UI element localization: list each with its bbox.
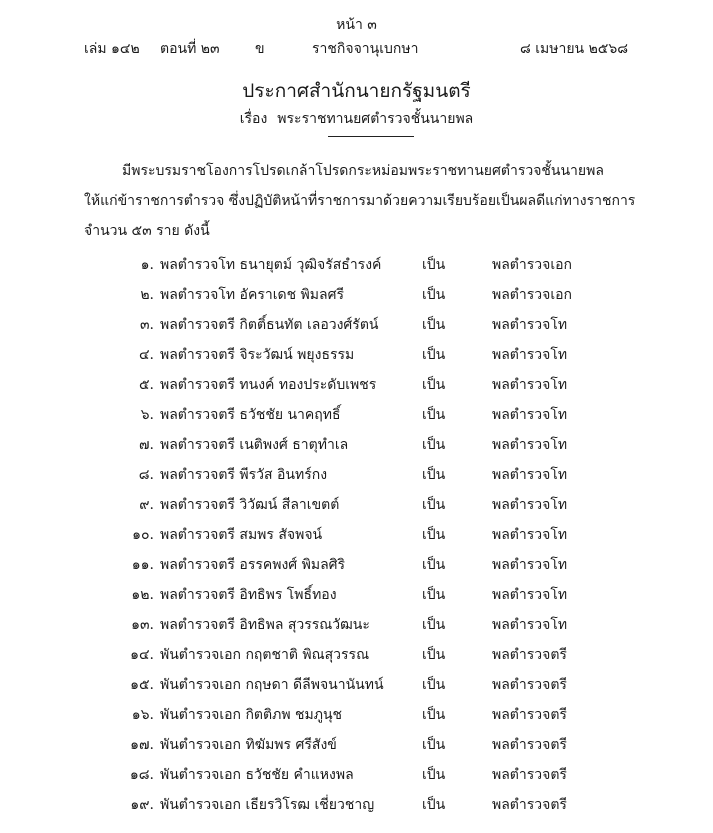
item-number: ๑๕. — [130, 677, 154, 693]
new-rank: พลตำรวจตรี — [492, 737, 567, 753]
promotion-verb: เป็น — [422, 257, 446, 273]
promotion-verb: เป็น — [422, 767, 446, 783]
officer-name: พลตำรวจโท ธนายุตม์ วุฒิจรัสธำรงค์ — [160, 257, 382, 273]
new-rank: พลตำรวจโท — [492, 377, 568, 393]
list-item — [0, 674, 713, 704]
item-number: ๓. — [139, 317, 154, 333]
item-number: ๔. — [138, 347, 154, 363]
new-rank: พลตำรวจตรี — [492, 707, 567, 723]
list-item — [0, 704, 713, 734]
promotion-verb: เป็น — [422, 527, 446, 543]
item-number: ๘. — [138, 467, 154, 483]
list-item — [0, 464, 713, 494]
book-number: เล่ม ๑๔๒ — [84, 41, 140, 57]
promotion-verb: เป็น — [422, 557, 446, 573]
promotion-list — [0, 254, 713, 824]
item-number: ๙. — [139, 497, 154, 513]
item-number: ๕. — [138, 377, 154, 393]
promotion-verb: เป็น — [422, 797, 446, 813]
list-item — [0, 554, 713, 584]
gazette-header — [0, 38, 713, 60]
publication-date: ๘ เมษายน ๒๕๖๘ — [520, 41, 629, 57]
body-line-2: ให้แก่ข้าราชการตำรวจ ซึ่งปฏิบัติหน้าที่ราชการมาด้วยความเรียบร้อยเป็นผลดีแก่ทางราชการ — [84, 193, 636, 209]
list-item — [0, 434, 713, 464]
officer-name: พลตำรวจตรี อรรคพงศ์ พิมลศิริ — [160, 557, 346, 573]
list-item — [0, 284, 713, 314]
item-number: ๑๔. — [130, 647, 154, 663]
new-rank: พลตำรวจตรี — [492, 767, 567, 783]
item-number: ๑๑. — [131, 557, 154, 573]
officer-name: พันตำรวจเอก ทิฆัมพร ศรีสังข์ — [160, 737, 337, 753]
list-item — [0, 614, 713, 644]
new-rank: พลตำรวจโท — [492, 617, 568, 633]
page-number: หน้า ๓ — [336, 17, 377, 33]
promotion-verb: เป็น — [422, 287, 446, 303]
promotion-verb: เป็น — [422, 677, 446, 693]
officer-name: พันตำรวจเอก ธวัชชัย คำแหงพล — [160, 767, 354, 783]
item-number: ๑๘. — [129, 767, 154, 783]
promotion-verb: เป็น — [422, 347, 446, 363]
officer-name: พลตำรวจตรี ทนงค์ ทองประดับเพชร — [160, 377, 377, 393]
promotion-verb: เป็น — [422, 317, 446, 333]
list-item — [0, 494, 713, 524]
promotion-verb: เป็น — [422, 467, 446, 483]
body-line-3: จำนวน ๕๓ ราย ดังนี้ — [84, 223, 210, 239]
promotion-verb: เป็น — [422, 647, 446, 663]
promotion-verb: เป็น — [422, 587, 446, 603]
new-rank: พลตำรวจโท — [492, 467, 568, 483]
body-line-1: มีพระบรมราชโองการโปรดเกล้าโปรดกระหม่อมพระราชทานยศตำรวจชั้นนายพล — [122, 163, 604, 179]
officer-name: พลตำรวจตรี เนติพงศ์ ธาตุทำเล — [160, 437, 349, 453]
officer-name: พลตำรวจตรี กิตติ์ธนทัต เลอวงศ์รัตน์ — [160, 317, 379, 333]
list-item — [0, 524, 713, 554]
item-number: ๑๖. — [131, 707, 154, 723]
list-item — [0, 404, 713, 434]
item-number: ๑๒. — [131, 587, 154, 603]
list-item — [0, 644, 713, 674]
officer-name: พลตำรวจตรี อิทธิพร โพธิ์ทอง — [160, 587, 337, 603]
item-number: ๑๓. — [131, 617, 154, 633]
subject-label: เรื่อง — [239, 111, 268, 127]
officer-name: พลตำรวจตรี วิวัฒน์ สีลาเขตต์ — [160, 497, 340, 513]
promotion-verb: เป็น — [422, 497, 446, 513]
announcement-title: ประกาศสำนักนายกรัฐมนตรี — [242, 80, 471, 102]
new-rank: พลตำรวจตรี — [492, 647, 567, 663]
list-item — [0, 584, 713, 614]
new-rank: พลตำรวจโท — [492, 497, 568, 513]
new-rank: พลตำรวจโท — [492, 437, 568, 453]
officer-name: พลตำรวจตรี ธวัชชัย นาคฤทธิ์ — [160, 407, 341, 423]
promotion-verb: เป็น — [422, 407, 446, 423]
officer-name: พลตำรวจตรี อิทธิพล สุวรรณวัฒนะ — [160, 617, 370, 633]
promotion-verb: เป็น — [422, 377, 446, 393]
officer-name: พลตำรวจตรี พีรวัส อินทร์กง — [160, 467, 328, 483]
new-rank: พลตำรวจโท — [492, 347, 568, 363]
item-number: ๑๗. — [130, 737, 154, 753]
item-number: ๑๙. — [130, 797, 154, 813]
officer-name: พลตำรวจตรี จิระวัฒน์ พยุงธรรม — [160, 347, 355, 363]
new-rank: พลตำรวจตรี — [492, 677, 567, 693]
new-rank: พลตำรวจโท — [492, 407, 568, 423]
list-item — [0, 374, 713, 404]
officer-name: พันตำรวจเอก กฤษดา ดีลีพจนานันทน์ — [160, 677, 384, 693]
item-number: ๒. — [140, 287, 154, 303]
announcement-subject — [0, 108, 713, 130]
list-item — [0, 314, 713, 344]
list-item — [0, 344, 713, 374]
new-rank: พลตำรวจเอก — [492, 287, 573, 303]
item-number: ๑. — [140, 257, 154, 273]
title-divider — [328, 136, 414, 137]
item-number: ๑๐. — [132, 527, 154, 543]
new-rank: พลตำรวจเอก — [492, 257, 573, 273]
new-rank: พลตำรวจโท — [492, 587, 568, 603]
promotion-verb: เป็น — [422, 437, 446, 453]
officer-name: พันตำรวจเอก กฤตชาติ พิณสุวรรณ — [160, 647, 370, 663]
list-item — [0, 794, 713, 824]
item-number: ๗. — [139, 437, 154, 453]
item-number: ๖. — [140, 407, 154, 423]
officer-name: พันตำรวจเอก เธียรวิโรฒ เชี่ยวชาญ — [160, 797, 375, 813]
officer-name: พลตำรวจโท อัคราเดช พิมลศรี — [160, 287, 344, 303]
list-item — [0, 254, 713, 284]
new-rank: พลตำรวจโท — [492, 557, 568, 573]
officer-name: พลตำรวจตรี สมพร สัจพจน์ — [160, 527, 323, 543]
new-rank: พลตำรวจโท — [492, 527, 568, 543]
part-letter: ข — [255, 41, 265, 57]
gazette-name: ราชกิจจานุเบกษา — [312, 41, 419, 57]
subject-text: พระราชทานยศตำรวจชั้นนายพล — [277, 111, 474, 127]
new-rank: พลตำรวจตรี — [492, 797, 567, 813]
list-item — [0, 764, 713, 794]
new-rank: พลตำรวจโท — [492, 317, 568, 333]
promotion-verb: เป็น — [422, 737, 446, 753]
section-number: ตอนที่ ๒๓ — [160, 41, 220, 57]
officer-name: พันตำรวจเอก กิตติภพ ชมภูนุช — [160, 707, 343, 723]
list-item — [0, 734, 713, 764]
promotion-verb: เป็น — [422, 617, 446, 633]
promotion-verb: เป็น — [422, 707, 446, 723]
